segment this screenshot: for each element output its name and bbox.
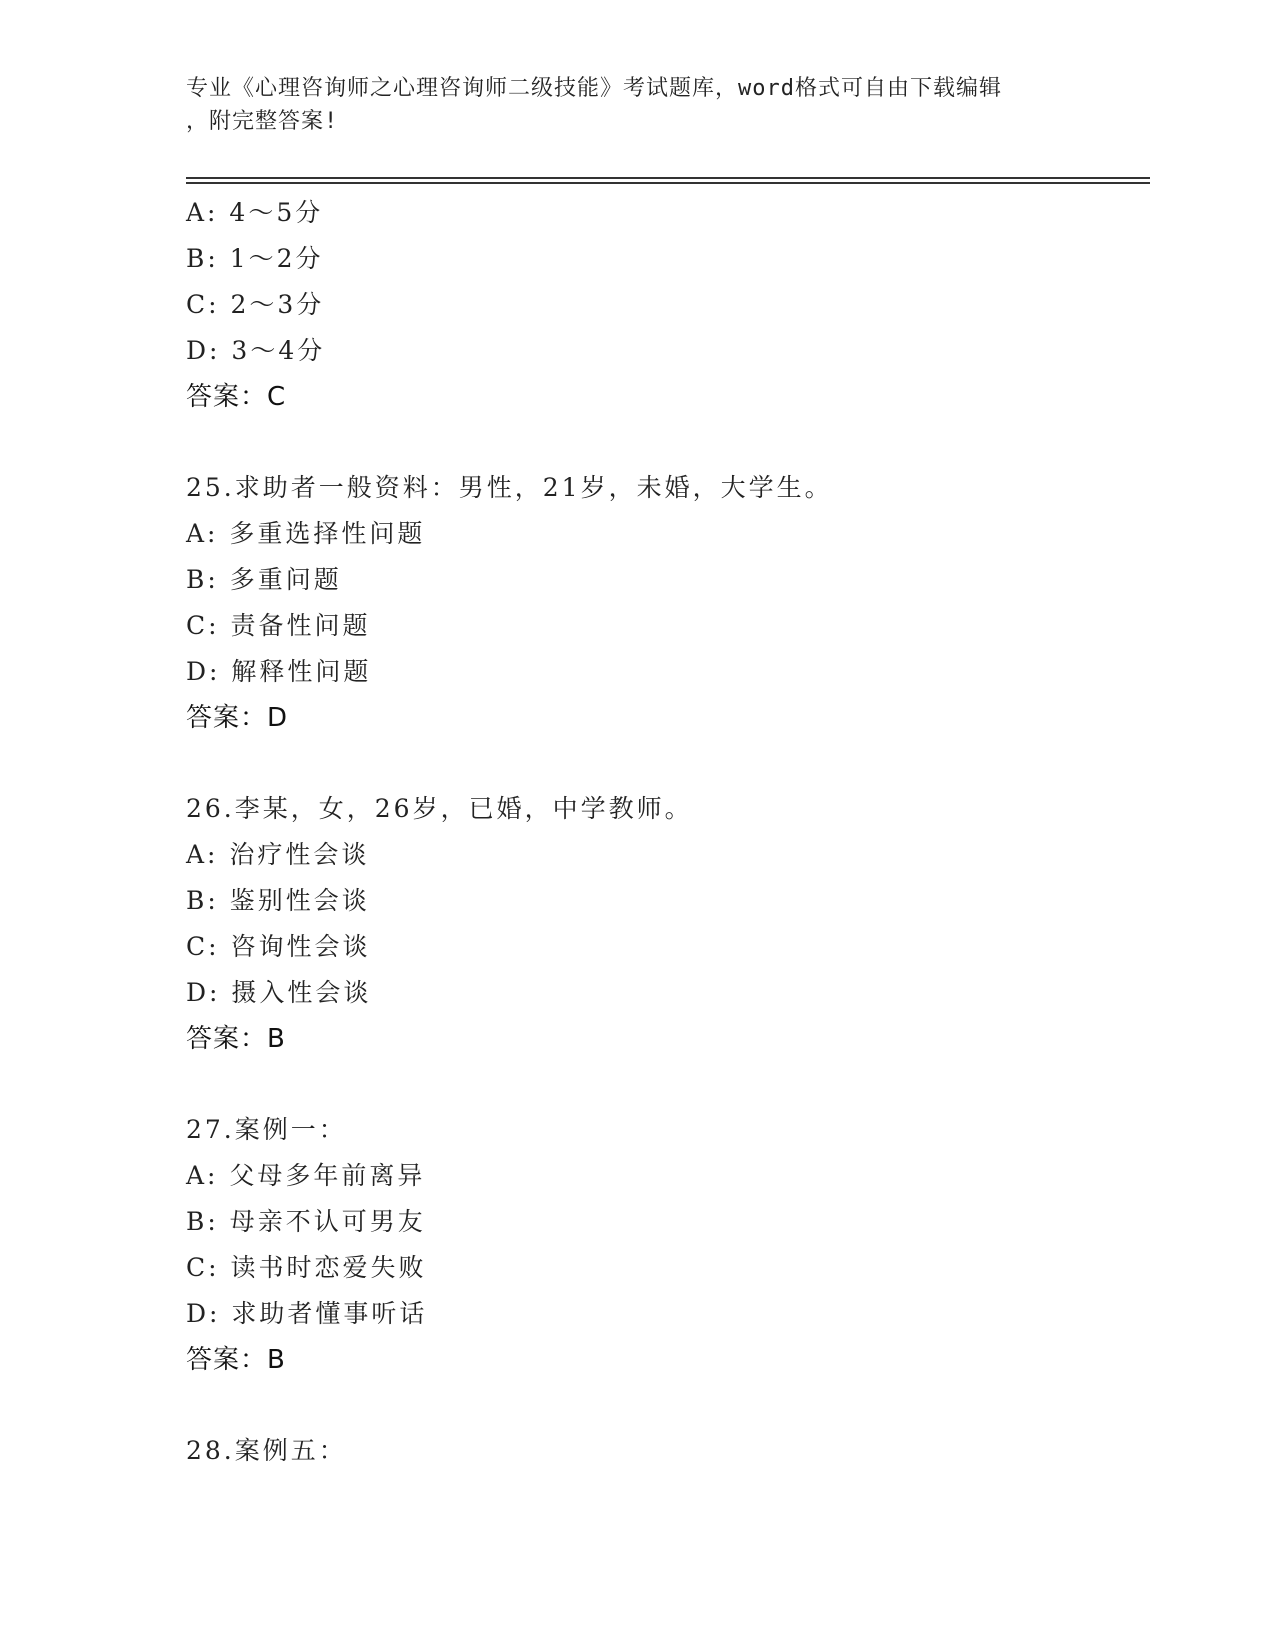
answer-line: 答案：D (186, 703, 289, 733)
question-block (186, 1428, 1146, 1474)
option-b: B: 鉴别性会谈 (186, 886, 370, 915)
option-d: D: 摄入性会谈 (186, 978, 372, 1007)
option-c: C: 读书时恋爱失败 (186, 1253, 427, 1282)
document-header (186, 72, 1066, 138)
option-a: A: 多重选择性问题 (186, 519, 426, 548)
question-text: 28.案例五： (186, 1436, 347, 1465)
answer-line: 答案：B (186, 1024, 286, 1054)
question-text: 26.李某，女，26岁，已婚，中学教师。 (186, 794, 693, 823)
question-text: 25.求助者一般资料：男性，21岁，未婚，大学生。 (186, 473, 833, 502)
option-b: B: 1～2分 (186, 244, 324, 273)
header-line-2: ，附完整答案! (186, 109, 339, 134)
option-d: D: 求助者懂事听话 (186, 1299, 428, 1328)
header-divider-top (186, 177, 1150, 179)
option-b: B: 母亲不认可男友 (186, 1207, 426, 1236)
header-divider-bottom (186, 182, 1150, 184)
answer-line: 答案：B (186, 1345, 286, 1375)
option-d: D: 3～4分 (186, 336, 326, 365)
header-line-1: 专业《心理咨询师之心理咨询师二级技能》考试题库，word格式可自由下载编辑 (186, 76, 1002, 101)
answer-line: 答案：C (186, 382, 287, 412)
option-a: A: 4～5分 (186, 198, 324, 227)
question-block (186, 190, 1146, 420)
option-c: C: 咨询性会谈 (186, 932, 371, 961)
option-a: A: 治疗性会谈 (186, 840, 370, 869)
question-list (186, 190, 1146, 1474)
question-block (186, 1107, 1146, 1383)
question-block (186, 786, 1146, 1062)
question-text: 27.案例一： (186, 1115, 347, 1144)
option-d: D: 解释性问题 (186, 657, 372, 686)
option-c: C: 责备性问题 (186, 611, 371, 640)
question-block (186, 465, 1146, 741)
option-a: A: 父母多年前离异 (186, 1161, 426, 1190)
option-b: B: 多重问题 (186, 565, 342, 594)
option-c: C: 2～3分 (186, 290, 325, 319)
